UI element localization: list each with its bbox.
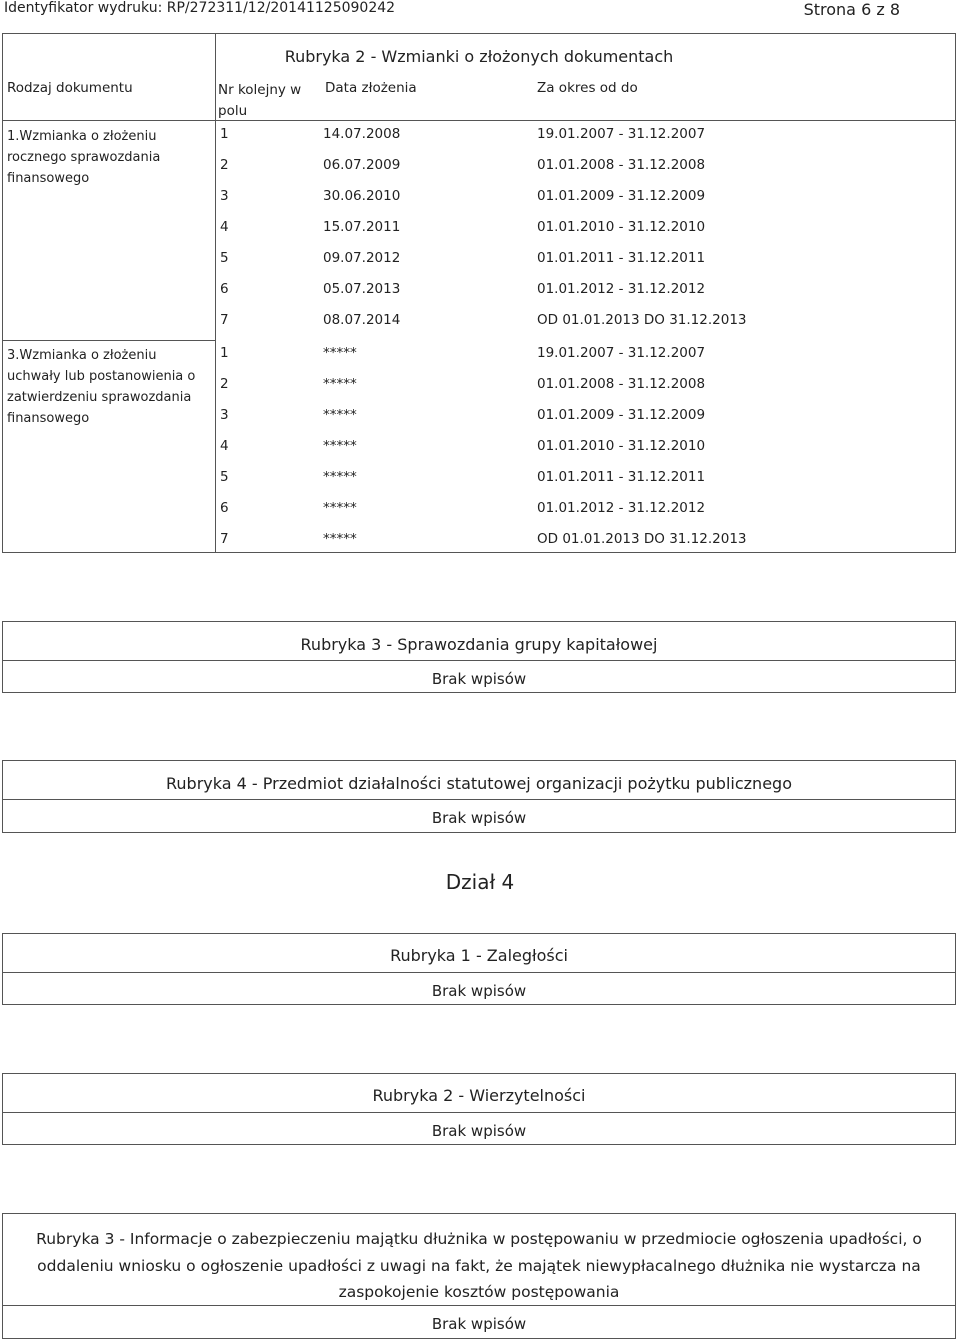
filing-date: *****	[323, 500, 357, 516]
d4-rubryka2-title: Rubryka 2 - Wierzytelności	[3, 1074, 955, 1113]
filing-date: *****	[323, 531, 357, 547]
period-range: 19.01.2007 - 31.12.2007	[537, 345, 706, 361]
filing-date: 06.07.2009	[323, 157, 401, 173]
period-range: 01.01.2008 - 31.12.2008	[537, 157, 706, 173]
filing-date: 14.07.2008	[323, 126, 401, 142]
filing-date: 08.07.2014	[323, 312, 401, 328]
filing-date: 09.07.2012	[323, 250, 401, 266]
row-number: 3	[220, 407, 229, 423]
period-range: 01.01.2012 - 31.12.2012	[537, 500, 706, 516]
d4-rubryka3-section	[2, 1213, 956, 1339]
row-number: 5	[220, 250, 229, 266]
filing-date: 05.07.2013	[323, 281, 401, 297]
d4-rubryka2-section	[2, 1073, 956, 1145]
period-range: OD 01.01.2013 DO 31.12.2013	[537, 312, 747, 328]
row-number: 2	[220, 376, 229, 392]
period-range: 19.01.2007 - 31.12.2007	[537, 126, 706, 142]
filing-date: *****	[323, 345, 357, 361]
d4-rubryka2-value: Brak wpisów	[431, 1122, 527, 1140]
group-divider	[3, 340, 215, 341]
filing-date: *****	[323, 376, 357, 392]
rubryka4-title: Rubryka 4 - Przedmiot działalności statutowej organizacji pożytku publicznego	[3, 761, 955, 800]
page-number: Strona 6 z 8	[803, 0, 900, 19]
rubryka2-title: Rubryka 2 - Wzmianki o złożonych dokumentach	[284, 47, 674, 66]
period-range: 01.01.2008 - 31.12.2008	[537, 376, 706, 392]
column-header-period: Za okres od do	[537, 80, 638, 96]
row-number: 5	[220, 469, 229, 485]
period-range: OD 01.01.2013 DO 31.12.2013	[537, 531, 747, 547]
filing-date: 30.06.2010	[323, 188, 401, 204]
column-header-type: Rodzaj dokumentu	[7, 80, 133, 96]
rubryka3-section	[2, 621, 956, 693]
document-type-3: 3.Wzmianka o złożeniu uchwały lub postanowienia o zatwierdzeniu sprawozdania finansowego	[7, 348, 196, 426]
period-range: 01.01.2010 - 31.12.2010	[537, 219, 706, 235]
filing-date: *****	[323, 469, 357, 485]
rubryka4-value: Brak wpisów	[431, 809, 527, 827]
dzial4-heading: Dział 4	[445, 870, 515, 894]
filing-date: 15.07.2011	[323, 219, 401, 235]
row-number: 7	[220, 531, 229, 547]
row-number: 4	[220, 219, 229, 235]
rubryka3-title: Rubryka 3 - Sprawozdania grupy kapitałowej	[3, 622, 955, 661]
period-range: 01.01.2009 - 31.12.2009	[537, 407, 706, 423]
document-type-1: 1.Wzmianka o złożeniu rocznego sprawozdania finansowego	[7, 129, 161, 186]
column-header-nr: Nr kolejny w polu	[218, 82, 302, 119]
column-header-date: Data złożenia	[325, 80, 417, 96]
row-number: 6	[220, 500, 229, 516]
period-range: 01.01.2009 - 31.12.2009	[537, 188, 706, 204]
period-range: 01.01.2011 - 31.12.2011	[537, 250, 706, 266]
rubryka3-value: Brak wpisów	[431, 670, 527, 688]
rubryka2-table	[2, 33, 956, 553]
d4-rubryka3-value: Brak wpisów	[431, 1315, 527, 1333]
header-divider	[3, 120, 955, 121]
row-number: 6	[220, 281, 229, 297]
filing-date: *****	[323, 438, 357, 454]
row-number: 1	[220, 126, 229, 142]
row-number: 1	[220, 345, 229, 361]
period-range: 01.01.2010 - 31.12.2010	[537, 438, 706, 454]
period-range: 01.01.2012 - 31.12.2012	[537, 281, 706, 297]
rubryka4-section	[2, 760, 956, 833]
row-number: 2	[220, 157, 229, 173]
print-identifier: Identyfikator wydruku: RP/272311/12/20141125090242	[4, 0, 396, 16]
row-number: 4	[220, 438, 229, 454]
period-range: 01.01.2011 - 31.12.2011	[537, 469, 706, 485]
column-divider	[215, 34, 216, 553]
row-number: 3	[220, 188, 229, 204]
d4-rubryka1-section	[2, 933, 956, 1005]
d4-rubryka3-title: Rubryka 3 - Informacje o zabezpieczeniu majątku dłużnika w postępowaniu w przedmiocie ogłoszenia upadłości, o oddaleniu wniosku o ogłoszenie upadłości z uwagi na fakt, że majątek niewypłacalnego dłużnika nie wystarcza na zaspokojenie kosztów postępowania	[3, 1214, 955, 1306]
d4-rubryka1-value: Brak wpisów	[431, 982, 527, 1000]
filing-date: *****	[323, 407, 357, 423]
row-number: 7	[220, 312, 229, 328]
d4-rubryka1-title: Rubryka 1 - Zaległości	[3, 934, 955, 973]
